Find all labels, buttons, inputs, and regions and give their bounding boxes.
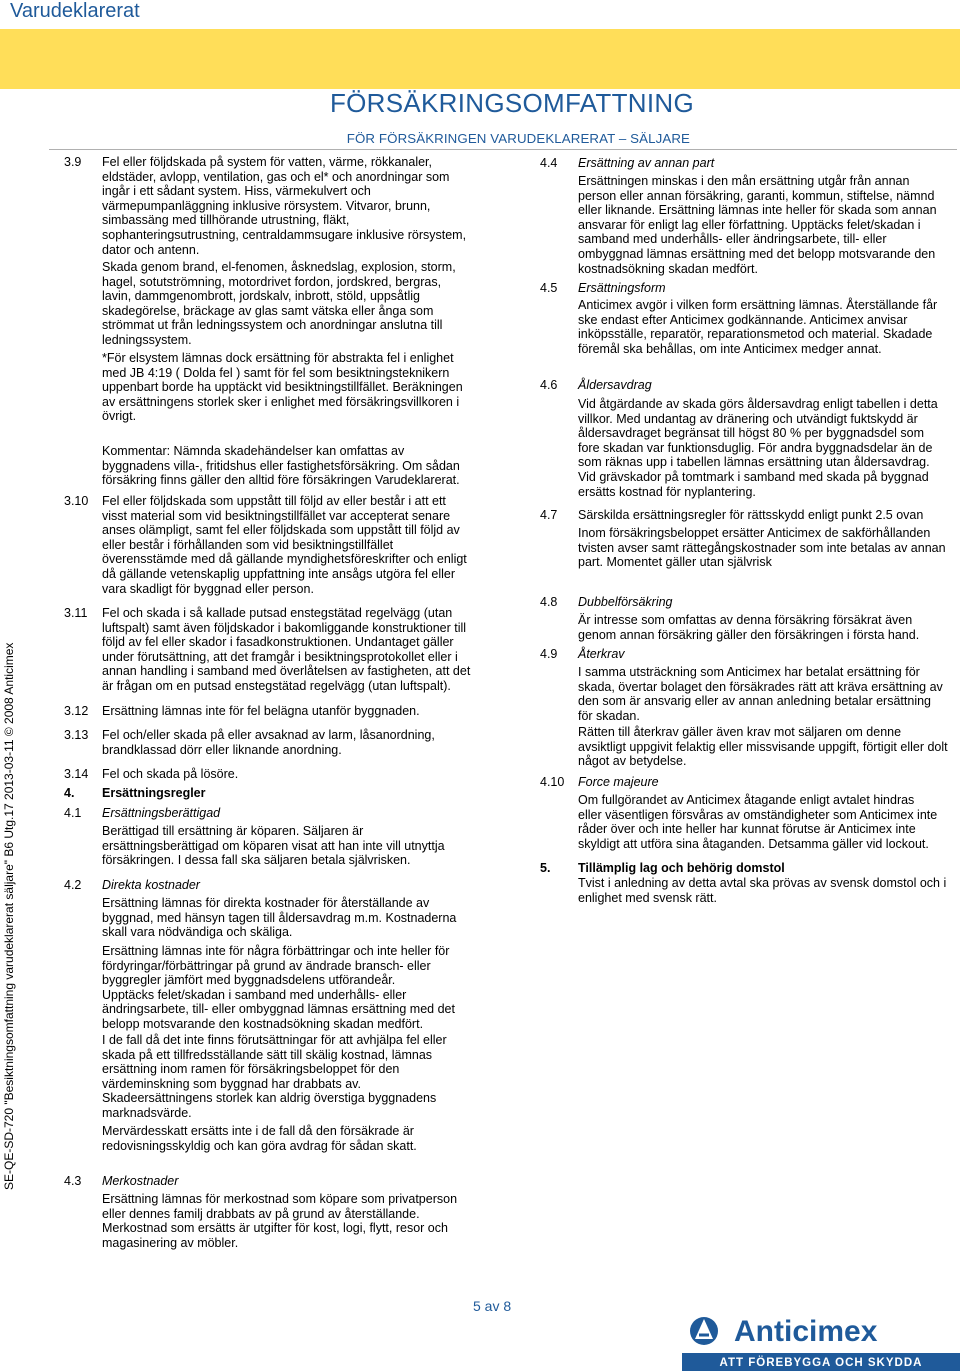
section-number: 4.1 [64, 806, 82, 820]
section-3-9-comment: Kommentar: Nämnda skadehändelser kan omfattas av byggnadens villa-, fritidshus eller fastighetsförsäkring. Om sådan försäkring finns gäller den alltid före försäkringen Varudeklarerat. [102, 444, 460, 488]
section-number: 3.12 [64, 704, 89, 718]
section-heading: Åldersavdrag [578, 378, 652, 392]
section-text: Fel och skada på lösöre. [102, 767, 239, 781]
section-text: Fel och/eller skada på eller avsaknad av larm, låsanordning, brandklassad dörr eller liknande anordning. [102, 728, 435, 757]
section-number: 3.9 [64, 155, 82, 169]
section-4-9-paragraph-2: Rätten till återkrav gäller även krav mot säljaren om denne avsiktligt uppgivit felaktig eller missvisande uppgift, förtigit eller dolt något av betydelse. [578, 725, 948, 769]
section-number: 4.5 [540, 281, 558, 295]
page-number: 5 av 8 [473, 1298, 512, 1314]
section-heading: Ersättningsform [578, 281, 666, 295]
section-text: Ersättning lämnas inte för fel belägna utanför byggnaden. [102, 704, 420, 718]
section-4-7-text: Inom försäkringsbeloppet ersätter Anticimex de sakförhållanden tvisten avser samt rättegångskostnader som inte betalas av annan part. Momentet gäller utan självrisk [578, 526, 946, 570]
section-number: 3.14 [64, 767, 89, 781]
section-text: Fel och skada i så kallade putsad enstegstätad regelvägg (utan luftspalt) samt även följdskador i bakomliggande konstruktioner till följd av fel eller skador i fasadkonstruktionen. Undantaget gäller under förutsättning, att det framgår i besiktningsprotokollet eller i annan handling i samband med överlåtelsen av fastigheten, att det är frågan om en putsad enstegstätad regelvägg (utan luftspalt). [102, 606, 471, 693]
section-4-4-text: Ersättningen minskas i den mån ersättning utgår från annan person eller annan försäkring, garanti, kommun, stiftelse, nämnd eller liknande. Ersättning lämnas inte heller för skada som annan ansvarar för enligt lag eller författning. Upptäcks felet/skadan i samband med underhålls- eller ändringsarbete, till- eller ombyggnad lämnas ersättning med det belopp motsvarande den kostnadsökning skadan medfört. [578, 174, 937, 276]
section-number: 3.10 [64, 494, 89, 508]
section-heading: Merkostnader [102, 1174, 179, 1188]
section-heading: Ersättningsregler [102, 786, 206, 800]
page-title: FÖRSÄKRINGSOMFATTNING [329, 88, 694, 118]
section-3-9-paragraph-2: Skada genom brand, el-fenomen, åsknedslag, explosion, storm, hagel, sotutströmning, motordrivet fordon, jordskred, bergras, lavin, dammgenombrott, jordskalv, inbrott, stöld, uppsåtlig skadegörelse, bräckage av glas samt vätska eller ånga som strömmat ut från ledningssystem och anordningar anslutna till ledningssystem. [102, 260, 456, 347]
section-heading: Ersättning av annan part [578, 156, 715, 170]
section-4-10-text: Om fullgörandet av Anticimex åtagande enligt avtalet hindras eller väsentligen försvåras av omständigheter som Anticimex inte råder över och inte heller har kunnat förutse är Anticimex inte skyldigt att utföra sina åtaganden. Detsamma gäller vid lockout. [578, 793, 938, 851]
section-number: 4. [64, 786, 75, 800]
yellow-band [0, 29, 960, 89]
section-number: 3.11 [64, 606, 88, 620]
header-background [0, 0, 960, 26]
section-heading: Återkrav [578, 647, 625, 661]
section-heading: Ersättningsberättigad [102, 806, 221, 820]
section-4-2-paragraph-1: Ersättning lämnas för direkta kostnader för återställande av byggnad, med hänsyn tagen till åldersavdrag m.m. Kostnaderna skall vara nödvändiga och skäliga. [102, 896, 457, 940]
section-number: 4.10 [540, 775, 565, 789]
logo-wordmark: Anticimex [734, 1315, 878, 1348]
section-number: 5. [540, 861, 551, 875]
divider [49, 149, 957, 150]
section-4-2-paragraph-2: Ersättning lämnas inte för några förbättringar och inte heller för fördyringar/förbättringar på grund av ändrade bransch- eller byggregler jämfört med byggnadsdelens utförandeår. Upptäcks felet/skadan i samband med underhålls- eller ändringsarbete, till- eller ombyggnad lämnas ersättning med det belopp motsvarande den kostnadsökning skadan medfört. [102, 944, 455, 1031]
section-heading: Direkta kostnader [102, 878, 200, 892]
section-number: 4.3 [64, 1174, 82, 1188]
section-number: 4.7 [540, 508, 558, 522]
section-5-text: Tvist i anledning av detta avtal ska prövas av svensk domstol och i enlighet med svensk rätt. [578, 876, 947, 905]
section-4-9-paragraph-1: I samma utsträckning som Anticimex har betalat ersättning för skada, övertar bolaget den försäkrades rätt att kräva ersättning av den som är ansvarig eller av annan anledning betalar ersättning för skadan. [578, 665, 943, 723]
section-text: Fel eller följdskada på system för vatten, värme, rökkanaler, eldstäder, avlopp, ventilation, gas och el* och anordningar som ingår i ett sådant system. Hiss, värmekulvert och värmepumpanläggning inklusive rörsystem. Vitvaror, brunn, simbassäng med tillhörande utrustning, fläkt, sophanteringsutrustning, centraldammsugare inklusive rörsystem, dator och antenn. [102, 155, 467, 257]
section-number: 4.9 [540, 647, 558, 661]
section-4-3-text: Ersättning lämnas för merkostnad som köpare som privatperson eller dennes familj drabbats av på grund av återställande. Merkostnad som ersätts är utgifter för kost, logi, flytt, resor och magasinering av möbler. [102, 1192, 458, 1250]
top-header [0, 0, 960, 26]
section-heading: Force majeure [578, 775, 659, 789]
section-4-2-paragraph-4: Mervärdesskatt ersätts inte i de fall då den försäkrade är redovisningsskyldig och kan göra avdrag för sådan skatt. [102, 1124, 417, 1153]
vertical-side-label: SE-QE-SD-720 "Besiktningsomfattning varudeklarerat säljare" B6 Utg.17 2013-03-11 © 2008 Anticimex [2, 642, 16, 1190]
logo-tagline: ATT FÖREBYGGA OCH SKYDDA [719, 1357, 923, 1369]
section-heading: Tillämplig lag och behörig domstol [578, 861, 785, 875]
logo-mark-icon [690, 1317, 718, 1345]
section-3-9-paragraph-3: *För elsystem lämnas dock ersättning för abstrakta fel i enlighet med JB 4:19 ( Dolda fel ) samt för fel som besiktningsteknikern uppenbart borde ha upptäckt vid besiktningstillfället. Beräkningen av ersättningens storlek sker i enlighet med försäkringsvillkoren i övrigt. [102, 351, 463, 424]
section-4-6-text: Vid åtgärdande av skada görs åldersavdrag enligt tabellen i detta villkor. Med undantag av dränering och utvändigt fuktskydd är åldersavdraget begränsat till högst 80 % per byggnadsdel som fore skadan var funktionsduglig. För andra byggnadsdelar än de som räknas upp i tabellen lämnas ersättning utan åldersavdrag. Vid grävskador på tomtmark i samband med skada på byggnad ersätts kostnad för nyplantering. [578, 397, 938, 499]
section-heading: Särskilda ersättningsregler för rättsskydd enligt punkt 2.5 ovan [578, 508, 924, 522]
page-subtitle: FÖR FÖRSÄKRINGEN VARUDEKLARERAT – SÄLJARE [346, 131, 690, 146]
section-number: 4.2 [64, 878, 82, 892]
section-number: 4.6 [540, 378, 558, 392]
section-4-2-paragraph-3: I de fall då det inte finns förutsättningar för att avhjälpa fel eller skada på ett tillfredsställande sätt till skälig kostnad, lämnas ersättning inom ramen för försäkringsbeloppet för den värdeminskning som byggnad har drabbats av. Skadeersättningens storlek kan aldrig överstiga byggnadens marknadsvärde. [102, 1033, 447, 1120]
document-header-title: Varudeklarerat [10, 0, 140, 22]
anticimex-logo [682, 1309, 960, 1371]
section-number: 4.4 [540, 156, 558, 170]
section-4-1-text: Berättigad till ersättning är köparen. Säljaren är ersättningsberättigad om köparen visat att han inte vill utnyttja försäkringen. I dessa fall ska säljaren betala självrisken. [102, 824, 445, 868]
section-4-8-text: Är intresse som omfattas av denna försäkring försäkrat även genom annan försäkring gäller den försäkringen i första hand. [578, 613, 920, 642]
section-4-5-text: Anticimex avgör i vilken form ersättning lämnas. Återställande får ske endast efter Anticimex godkännande. Anticimex anvisar inköpsställe, reparatör, reparationsmetod och material. Skadade föremål ska behållas, om inte Anticimex medger annat. [578, 298, 938, 356]
section-number: 4.8 [540, 595, 558, 609]
section-text: Fel eller följdskada som uppstått till följd av eller består i att ett visst material som vid besiktningstillfället var accepterat senare anses olämpligt, samt fel eller följdskada som uppstått till följd av eller består i förhållanden som vid besiktningstillfället överensstämde med då gällande myndighetsföreskrifter och enligt då gällande vetenskaplig uppfattning inte ansågs utgöra fel eller vara skadligt för byggnad eller person. [102, 494, 467, 596]
section-heading: Dubbelförsäkring [578, 595, 673, 609]
section-number: 3.13 [64, 728, 89, 742]
